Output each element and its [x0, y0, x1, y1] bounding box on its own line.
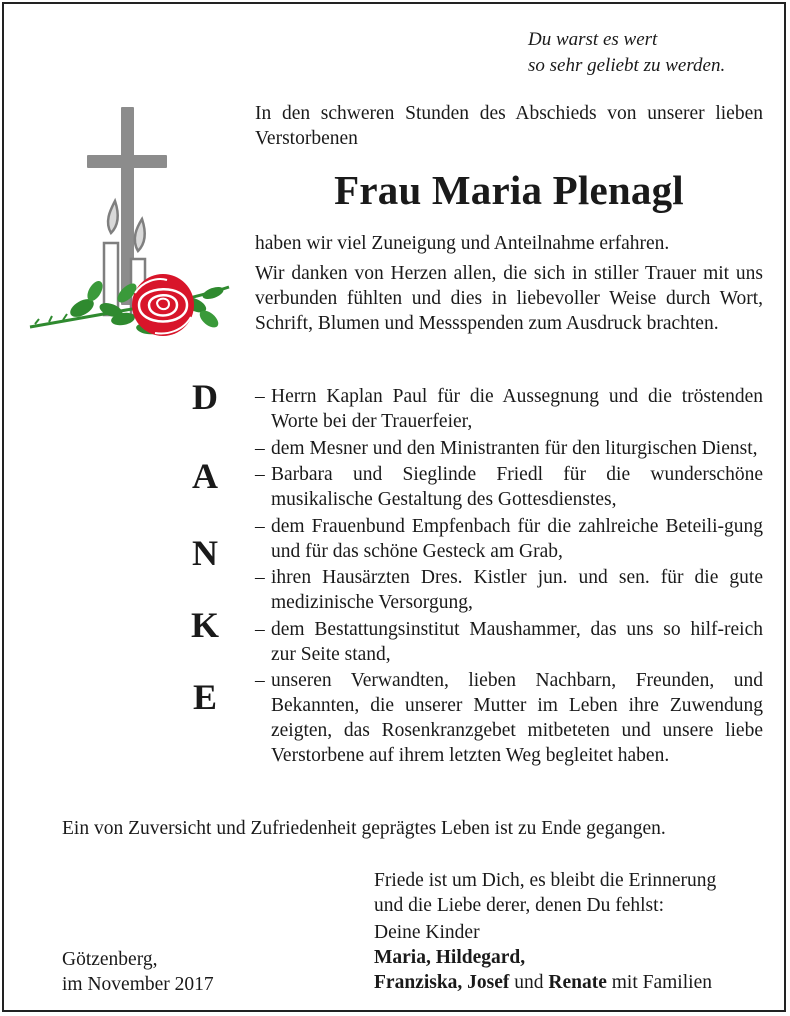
leaves-icon	[30, 278, 229, 335]
danke-letter: A	[192, 456, 218, 496]
date: im November 2017	[62, 974, 214, 995]
signer-name: Franziska, Josef	[374, 972, 510, 993]
dash: –	[255, 567, 265, 588]
dash: –	[255, 670, 265, 691]
signers-names-line	[374, 970, 774, 995]
thanks-list	[255, 384, 763, 770]
list-item	[255, 565, 763, 615]
paragraph-received: haben wir viel Zuneigung und Anteilnahme erfahren.	[255, 233, 670, 254]
list-item-text: Barbara und Sieglinde Friedl für die wunderschöne musikalische Gestaltung des Gottesdienstes,	[271, 464, 763, 510]
place: Götzenberg,	[62, 949, 158, 970]
motto-line: so sehr geliebt zu werden.	[528, 55, 726, 76]
intro-text: In den schweren Stunden des Abschieds von unserer lieben Verstorbenen	[255, 103, 763, 149]
signers-names: Maria, Hildegard,	[374, 947, 526, 968]
verse-line: Friede ist um Dich, es bleibt die Erinnerung	[374, 870, 717, 891]
dash: –	[255, 618, 265, 640]
signer-name: Renate	[548, 972, 607, 993]
list-item	[255, 617, 763, 667]
list-item-text: Herrn Kaplan Paul für die Aussegnung und die tröstenden Worte bei der Trauerfeier,	[271, 386, 763, 432]
list-item-text: unseren Verwandten, lieben Nachbarn, Freunden, und Bekannten, die unserer Mutter im Leben ihre Zuwendung zeigten, das Rosenkranzgebet mitbeteten und unsere liebe Verstorbene auf ihrem letzten Weg begleitet haben.	[271, 670, 763, 766]
danke-letter: E	[192, 677, 217, 717]
dash: –	[255, 515, 265, 537]
list-item	[255, 668, 763, 768]
list-item-text: dem Bestattungsinstitut Maushammer, das uns so hilf-reich zur Seite stand,	[271, 618, 763, 665]
conjunction: und	[514, 972, 544, 993]
dash: –	[255, 386, 265, 407]
rose-icon	[132, 274, 194, 336]
cross-candles-rose-illustration	[27, 105, 232, 340]
signers-intro: Deine Kinder	[374, 922, 480, 943]
list-item	[255, 462, 763, 512]
place-and-date	[62, 947, 362, 997]
list-item	[255, 514, 763, 564]
list-item-text: dem Frauenbund Empfenbach für die zahlreiche Beteili-gung und für das schöne Gesteck am Grab,	[271, 515, 763, 562]
danke-letter: D	[192, 377, 218, 417]
dash: –	[255, 437, 265, 459]
list-item-text: dem Mesner und den Ministranten für den liturgischen Dienst,	[271, 437, 758, 459]
motto	[528, 27, 768, 79]
list-item-text: ihren Hausärzten Dres. Kistler jun. und sen. für die gute medizinische Versorgung,	[271, 567, 763, 613]
dash: –	[255, 464, 265, 485]
signers-suffix: mit Familien	[611, 972, 712, 993]
closing-sentence: Ein von Zuversicht und Zufriedenheit geprägtes Leben ist zu Ende gegangen.	[62, 818, 666, 839]
deceased-name: Frau Maria Plenagl	[334, 167, 684, 213]
danke-letter: K	[190, 605, 219, 645]
danke-letter: N	[192, 533, 218, 573]
motto-line: Du warst es wert	[528, 29, 658, 50]
list-item	[255, 436, 763, 461]
farewell-verse	[374, 868, 774, 918]
list-item	[255, 384, 763, 434]
verse-line: und die Liebe derer, denen Du fehlst:	[374, 895, 664, 916]
signers	[374, 920, 774, 995]
paragraph-thanks: Wir danken von Herzen allen, die sich in stiller Trauer mit uns verbunden fühlten und dies in liebevoller Weise durch Wort, Schrift, Blumen und Messspenden zum Ausdruck brachten.	[255, 263, 763, 334]
